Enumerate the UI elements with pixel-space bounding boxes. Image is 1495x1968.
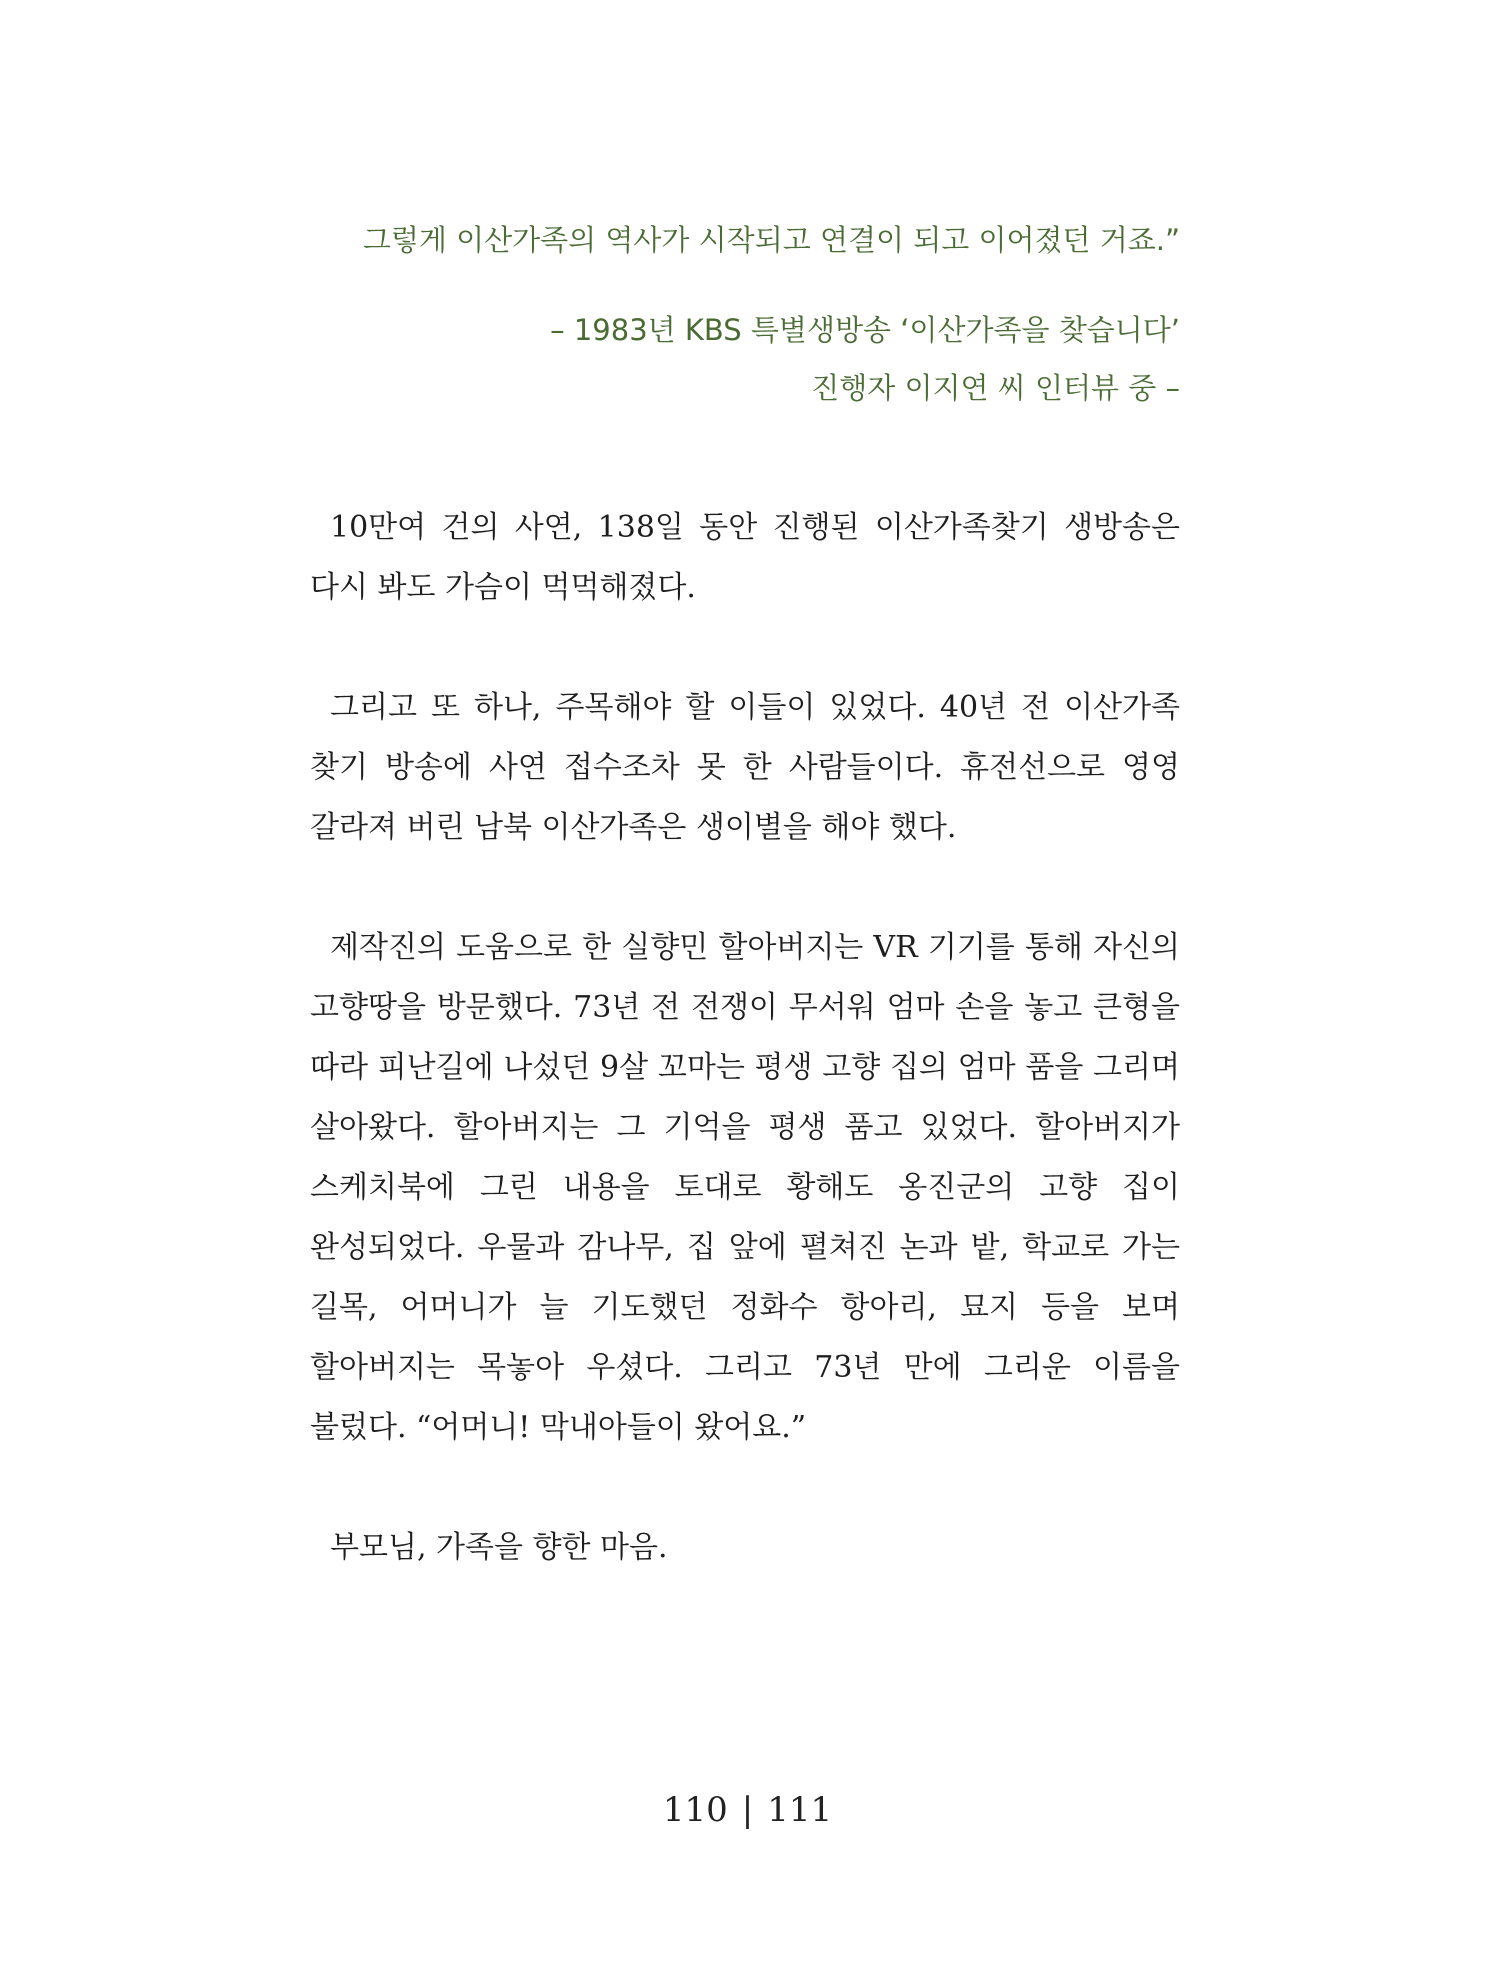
quote-closing-line: 그렇게 이산가족의 역사가 시작되고 연결이 되고 이어졌던 거죠.” — [362, 223, 1180, 257]
page-number-right: 111 — [767, 1790, 833, 1830]
paragraph-4: 부모님, 가족을 향한 마음. — [330, 1530, 668, 1565]
paragraph-3: 제작진의 도움으로 한 실향민 할아버지는 VR 기기를 통해 자신의 고향땅을 방문했다. 73년 전 전쟁이 무서워 엄마 손을 놓고 큰형을 따라 피난길에 나섰던 9살 꼬마는 평생 고향 집의 엄마 품을 그리며 살아왔다. 할아버지는 그 기억을 평생 품고 있었다. 할아버지가 스케치북에 그린 내용을 토대로 황해도 옹진군의 고향 집이 완성되었다. 우물과 감나무, 집 앞에 펼쳐진 논과 밭, 학교로 가는 길목, 어머니가 늘 기도했던 정화수 항아리, 묘지 등을 보며 할아버지는 목놓아 우셨다. 그리고 73년 만에 그리운 이름을 불렀다. “어머니! 막내아들이 왔어요.” — [310, 930, 1180, 1445]
paragraph-1: 10만여 건의 사연, 138일 동안 진행된 이산가족찾기 생방송은 다시 봐도 가슴이 먹먹해졌다. — [310, 510, 1180, 605]
page-numbers — [0, 1790, 1495, 1830]
body-text — [310, 498, 1180, 1578]
paragraph-2: 그리고 또 하나, 주목해야 할 이들이 있었다. 40년 전 이산가족 찾기 방송에 사연 접수조차 못 한 사람들이다. 휴전선으로 영영 갈라져 버린 남북 이산가족은 생이별을 해야 했다. — [310, 690, 1180, 845]
quote-source-line-1: – 1983년 KBS 특별생방송 ‘이산가족을 찾습니다’ — [550, 313, 1180, 347]
quote-source-line-2: 진행자 이지연 씨 인터뷰 중 – — [811, 371, 1180, 405]
page-number-separator: | — [741, 1790, 754, 1830]
quote-block — [300, 215, 1180, 413]
page-number-left: 110 — [662, 1790, 728, 1830]
